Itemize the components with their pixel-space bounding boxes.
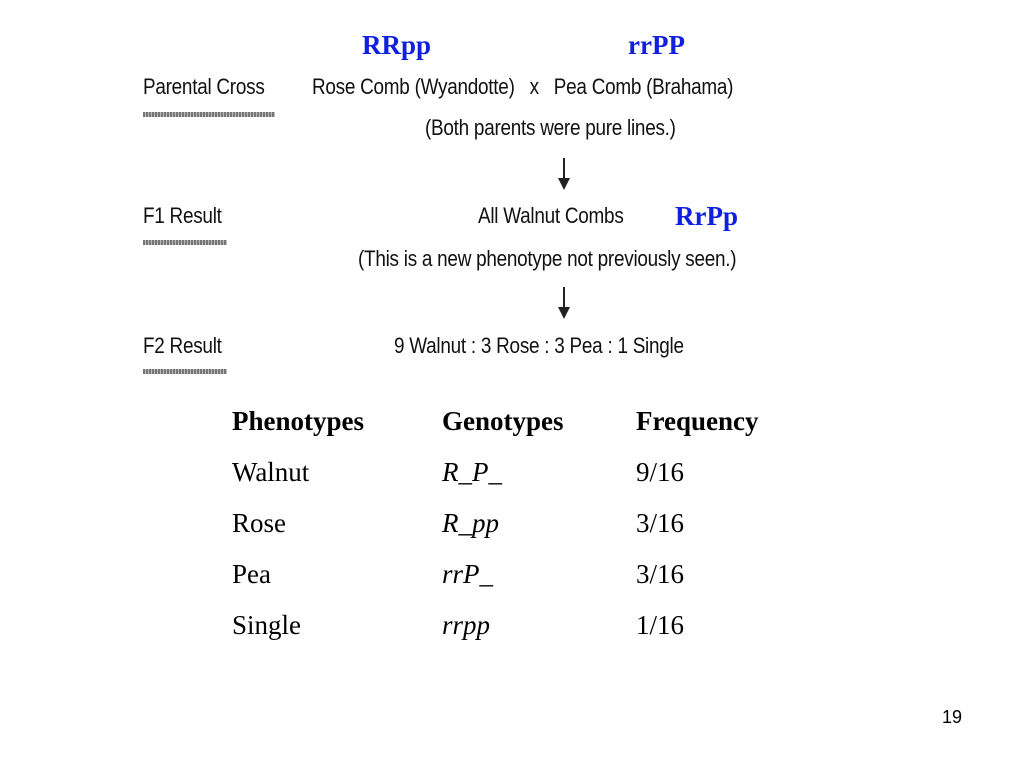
parental-cross-text: Rose Comb (Wyandotte) x Pea Comb (Brahama) <box>312 74 734 99</box>
f1-result-label: F1 Result <box>143 203 222 228</box>
f1-result-underline <box>143 240 227 245</box>
header-frequency: Frequency <box>636 406 759 436</box>
f1-result-text: All Walnut Combs <box>478 203 624 228</box>
arrow-down-icon <box>558 178 570 190</box>
f1-genotype: RrPp <box>675 201 738 231</box>
f2-ratio-text: 9 Walnut : 3 Rose : 3 Pea : 1 Single <box>394 333 684 358</box>
table-row <box>226 549 812 600</box>
genotype-cell: rrpp <box>442 610 491 640</box>
table-row <box>226 498 812 549</box>
phenotype-cell: Pea <box>232 559 271 589</box>
parent1-genotype: RRpp <box>362 30 432 60</box>
arrow-1-shaft <box>563 158 565 180</box>
genotype-cell: R_P_ <box>442 457 502 487</box>
genotype-cell: rrP_ <box>442 559 494 589</box>
frequency-cell: 3/16 <box>636 508 685 538</box>
f1-note: (This is a new phenotype not previously seen.) <box>358 246 737 271</box>
f2-result-label: F2 Result <box>143 333 222 358</box>
parental-cross-underline <box>143 112 275 117</box>
table-row <box>226 447 812 498</box>
arrow-2-shaft <box>563 287 565 309</box>
frequency-cell: 3/16 <box>636 559 685 589</box>
frequency-cell: 9/16 <box>636 457 685 487</box>
phenotype-cell: Rose <box>232 508 286 538</box>
phenotype-cell: Single <box>232 610 302 640</box>
table-row <box>226 600 812 651</box>
slide-number: 19 <box>942 707 963 727</box>
phenotype-table <box>226 396 812 651</box>
phenotype-cell: Walnut <box>232 457 310 487</box>
header-phenotypes: Phenotypes <box>232 406 365 436</box>
f2-result-underline <box>143 369 227 374</box>
arrow-down-icon <box>558 307 570 319</box>
frequency-cell: 1/16 <box>636 610 685 640</box>
genotype-cell: R_pp <box>442 508 499 538</box>
table-header-row <box>226 396 812 447</box>
header-genotypes: Genotypes <box>442 406 564 436</box>
parental-note: (Both parents were pure lines.) <box>425 115 676 140</box>
parental-cross-label: Parental Cross <box>143 74 265 99</box>
parent2-genotype: rrPP <box>628 30 685 60</box>
